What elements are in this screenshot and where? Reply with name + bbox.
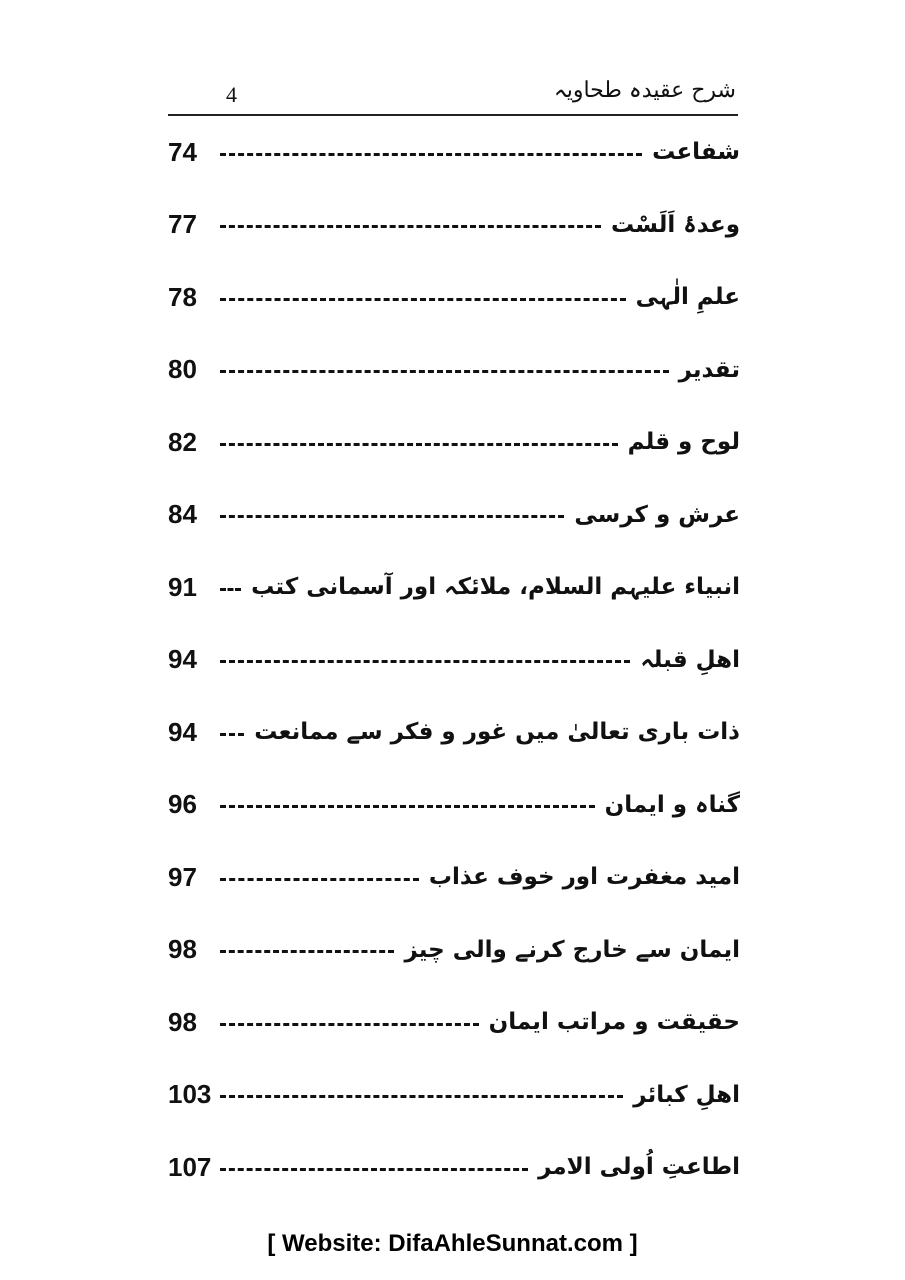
- toc-page-number: 80: [168, 354, 197, 385]
- toc-title: وعدۂ اَلَسْت: [610, 211, 740, 238]
- toc-page-number: 98: [168, 934, 197, 965]
- toc-title: اھلِ کبائر: [633, 1081, 740, 1108]
- toc-page-number: 84: [168, 499, 197, 530]
- page-header: [168, 78, 738, 116]
- toc-row: [168, 1059, 740, 1132]
- toc-page-number: 77: [168, 209, 197, 240]
- toc-title: ذات باری تعالیٰ میں غور و فکر سے ممانعت: [254, 719, 740, 746]
- book-title: شرح عقیدہ طحاویہ: [553, 78, 736, 103]
- toc-page-number: 96: [168, 789, 197, 820]
- toc-page-number: 103: [168, 1079, 212, 1110]
- toc-page-number: 94: [168, 716, 197, 747]
- toc-row: [168, 624, 740, 697]
- toc-leader-dashes: [220, 733, 244, 736]
- toc-row: [168, 551, 740, 624]
- toc-leader-dashes: [220, 950, 394, 953]
- toc-leader-dashes: [220, 225, 601, 228]
- toc-page-number: 82: [168, 426, 197, 457]
- toc-row: [168, 189, 740, 262]
- toc-title: اھلِ قبلہ: [640, 646, 740, 673]
- toc-title: اطاعتِ اُولی الامر: [538, 1154, 740, 1181]
- toc-page-number: 94: [168, 644, 197, 675]
- toc-leader-dashes: [220, 370, 669, 373]
- toc-leader-dashes: [220, 805, 595, 808]
- toc-row: [168, 769, 740, 842]
- toc-title: حقیقت و مراتب ایمان: [488, 1009, 740, 1036]
- toc-row: [168, 696, 740, 769]
- toc-leader-dashes: [220, 588, 241, 591]
- toc-row: [168, 914, 740, 987]
- toc-leader-dashes: [220, 443, 618, 446]
- toc-leader-dashes: [220, 1168, 528, 1171]
- page-number: 4: [226, 82, 237, 107]
- toc-page-number: 91: [168, 571, 197, 602]
- toc-row: [168, 334, 740, 407]
- toc-title: ایمان سے خارج کرنے والی چیز: [404, 936, 740, 963]
- toc-title: امید مغفرت اور خوف عذاب: [428, 864, 740, 891]
- website-footer: [ Website: DifaAhleSunnat.com ]: [267, 1230, 638, 1257]
- toc-title: تقدیر: [678, 356, 740, 383]
- toc-title: علمِ الٰہی: [635, 284, 740, 311]
- toc-row: [168, 261, 740, 334]
- toc-title: گناہ و ایمان: [604, 791, 740, 818]
- toc-page-number: 107: [168, 1151, 212, 1182]
- toc-leader-dashes: [220, 660, 630, 663]
- table-of-contents: [168, 116, 740, 1204]
- toc-row: [168, 479, 740, 552]
- toc-leader-dashes: [220, 1095, 623, 1098]
- toc-leader-dashes: [220, 515, 564, 518]
- toc-leader-dashes: [220, 1023, 479, 1026]
- toc-title: انبیاء علیہم السلام، ملائکہ اور آسمانی کتب: [251, 574, 740, 601]
- toc-leader-dashes: [220, 153, 642, 156]
- toc-title: لوح و قلم: [627, 429, 740, 456]
- toc-title: عرش و کرسی: [574, 501, 740, 528]
- toc-page-number: 97: [168, 861, 197, 892]
- toc-page-number: 78: [168, 281, 197, 312]
- toc-page-number: 74: [168, 136, 197, 167]
- toc-leader-dashes: [220, 878, 419, 881]
- toc-page-number: 98: [168, 1006, 197, 1037]
- toc-leader-dashes: [220, 298, 626, 301]
- toc-row: [168, 986, 740, 1059]
- toc-row: [168, 841, 740, 914]
- toc-row: [168, 116, 740, 189]
- toc-row: [168, 1131, 740, 1204]
- toc-title: شفاعت: [652, 139, 740, 166]
- toc-row: [168, 406, 740, 479]
